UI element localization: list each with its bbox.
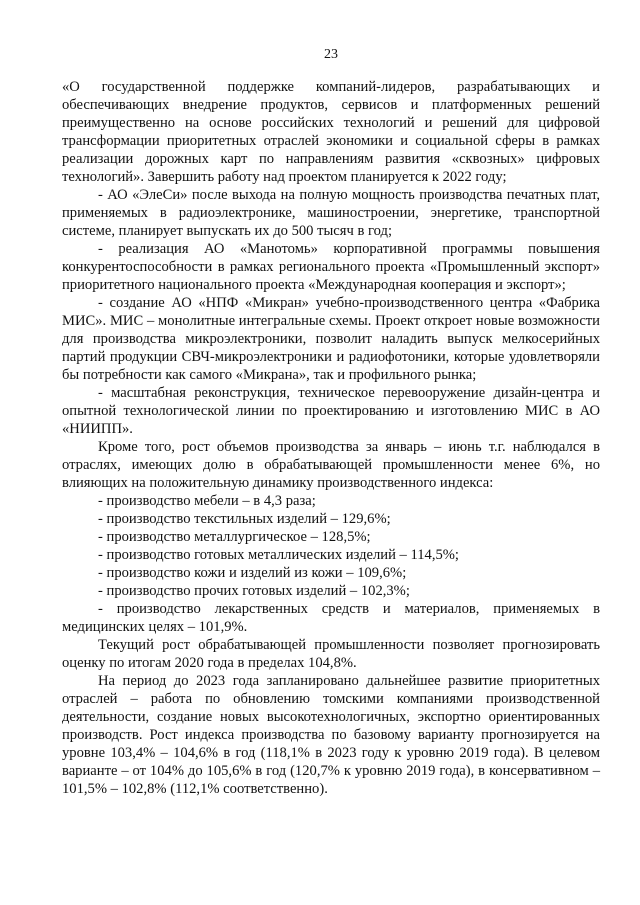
list-item-manotom: - реализация АО «Манотомь» корпоративной программы повышения конкурентоспособности в рамках регионального проекта «Промышленный экспорт» приоритетного национального проекта «Международная кооперация и экспорт»;	[62, 241, 600, 293]
list-item-textile: - производство текстильных изделий – 129,6%;	[98, 511, 391, 527]
paragraph-forecast-2020: Текущий рост обрабатывающей промышленности позволяет прогнозировать оценку по итогам 2020 года в пределах 104,8%.	[62, 637, 600, 671]
page-number: 23	[324, 47, 338, 62]
list-item-elesi: - АО «ЭлеСи» после выхода на полную мощность производства печатных плат, применяемых в радиоэлектронике, машиностроении, энергетике, транспортной системе, планирует выпускать их до 500 тысяч в год;	[62, 187, 600, 239]
paragraph-forecast-2023: На период до 2023 года запланировано дальнейшее развитие приоритетных отраслей – работа по обновлению томскими компаниями производственной деятельности, создание новых высокотехнологичных, экспортно ориентированных производств. Рост индекса производства по базовому варианту прогнозируется на уровне 103,4% – 104,6% в год (118,1% в 2023 году к уровню 2019 года). В целевом варианте – от 104% до 105,6% в год (120,7% к уровню 2019 года), в консервативном – 101,5% – 102,8% (112,1% соответственно).	[62, 673, 600, 797]
list-item-leather: - производство кожи и изделий из кожи – 109,6%;	[98, 565, 407, 581]
paragraph-growth-sectors: Кроме того, рост объемов производства за январь – июнь т.г. наблюдался в отраслях, имеющих долю в обрабатывающей промышленности менее 6%, но влияющих на положительную динамику производственного индекса:	[62, 439, 600, 491]
list-item-metallurgy: - производство металлургическое – 128,5%;	[98, 529, 371, 545]
list-item-metal-products: - производство готовых металлических изделий – 114,5%;	[98, 547, 459, 563]
document-body	[62, 78, 600, 798]
list-item-furniture: - производство мебели – в 4,3 раза;	[98, 493, 316, 509]
list-item-niipp: - масштабная реконструкция, техническое перевооружение дизайн-центра и опытной технологической линии по проектированию и изготовлению МИС в АО «НИИПП».	[62, 385, 600, 437]
list-item-mikran: - создание АО «НПФ «Микран» учебно-производственного центра «Фабрика МИС». МИС – монолитные интегральные схемы. Проект откроет новые возможности для производства микроэлектроники, позволит наладить выпуск мелкосерийных партий продукции СВЧ-микроэлектроники и радиофотоники, которые удовлетворяли бы потребности как самого «Микрана», так и профильного рынка;	[62, 295, 600, 383]
list-item-pharma: - производство лекарственных средств и материалов, применяемых в медицинских целях – 101,9%.	[62, 601, 600, 635]
paragraph-intro-quote: «О государственной поддержке компаний-лидеров, разрабатывающих и обеспечивающих внедрение продуктов, сервисов и платформенных решений преимущественно на основе российских технологий и решений для цифровой трансформации приоритетных отраслей экономики и социальной сферы в рамках реализации дорожных карт по направлениям развития «сквозных» цифровых технологий». Завершить работу над проектом планируется к 2022 году;	[62, 79, 600, 185]
list-item-other-products: - производство прочих готовых изделий – 102,3%;	[98, 583, 410, 599]
